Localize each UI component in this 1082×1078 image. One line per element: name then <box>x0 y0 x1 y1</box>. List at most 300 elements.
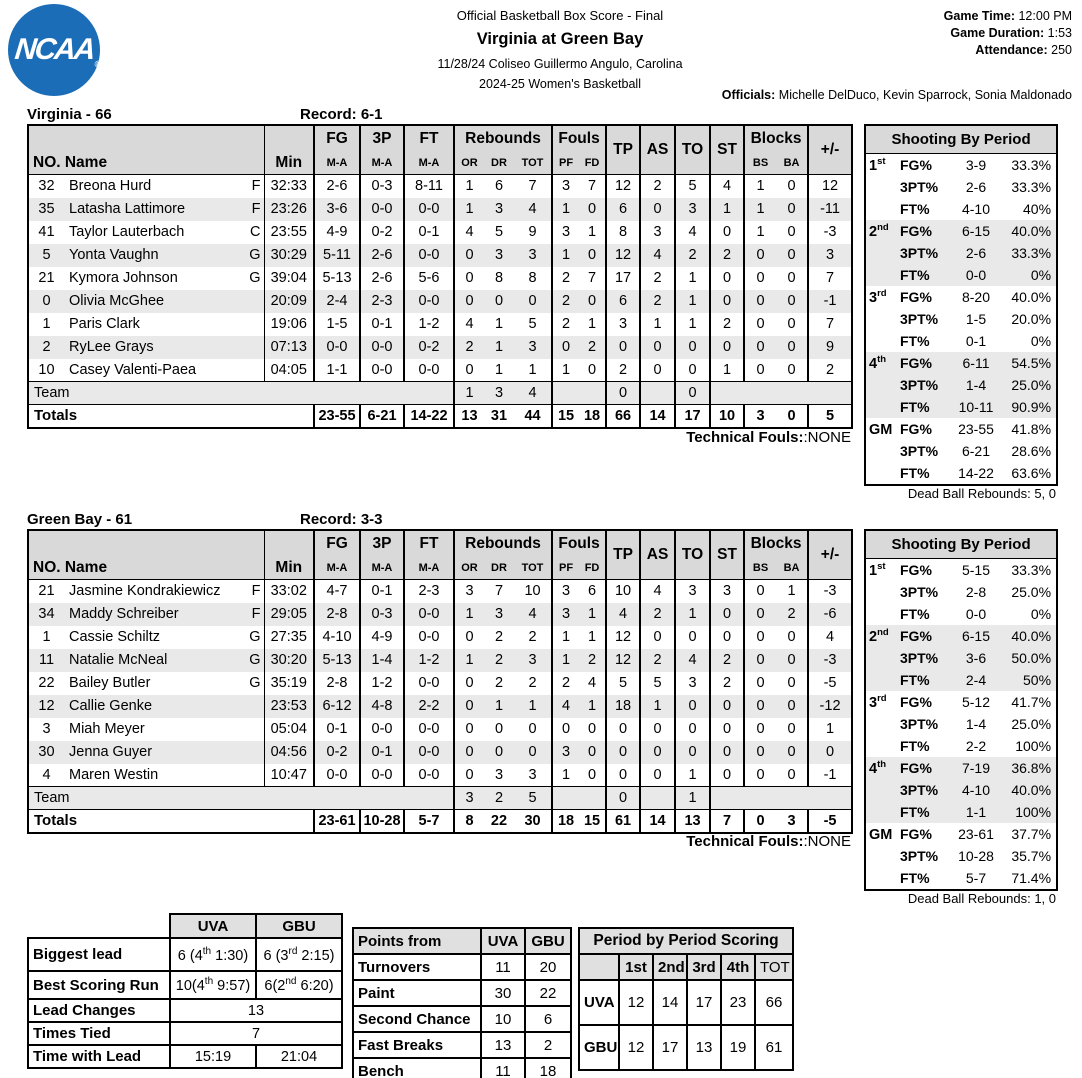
stat-bs: 1 <box>744 198 776 221</box>
shooting-row <box>865 757 1057 779</box>
player-name-cell <box>64 244 264 267</box>
shooting-period <box>865 669 897 691</box>
period-3-score: 13 <box>687 1025 721 1070</box>
stat-tp: 12 <box>606 626 640 649</box>
col-header-to: TO <box>675 530 710 580</box>
shooting-row <box>865 867 1057 890</box>
shooting-period <box>865 603 897 625</box>
biggest-lead-label: Biggest lead <box>28 938 170 971</box>
team-right-blank <box>710 787 852 810</box>
stat-st: 0 <box>710 336 744 359</box>
stat-tot: 8 <box>528 270 537 286</box>
header-center <box>320 8 800 91</box>
player-name: Taylor Lauterbach <box>69 224 185 240</box>
stat-to: 2 <box>675 244 710 267</box>
player-number: 0 <box>42 293 51 309</box>
stat-fd: 2 <box>587 652 597 668</box>
stat-as: 0 <box>640 336 675 359</box>
points-from-uva-header: UVA <box>481 928 525 954</box>
player-name-cell <box>64 603 264 626</box>
period-scoring-title: Period by Period Scoring <box>579 928 793 954</box>
totals-tp: 66 <box>606 405 640 428</box>
totals-pf: 18 <box>552 810 579 833</box>
shooting-stat-name: FG% <box>900 562 932 578</box>
player-position: G <box>249 247 261 263</box>
totals-dr: 31 <box>484 405 514 428</box>
attendance-line: Attendance: 250 <box>975 43 1072 57</box>
col-header-fg: FG <box>314 530 360 557</box>
totals-plusminus: 5 <box>808 405 852 428</box>
times-tied-row <box>28 1022 342 1045</box>
shooting-period <box>865 440 897 462</box>
stat-ba: 0 <box>787 316 796 332</box>
points-from-table <box>352 927 572 1078</box>
shooting-pct: 0% <box>1030 267 1052 283</box>
stat-plusminus: -1 <box>808 764 852 787</box>
stat-3p: 2-6 <box>360 267 404 290</box>
player-position: F <box>251 606 261 622</box>
shooting-row <box>865 440 1057 462</box>
biggest-lead-uva: 6 (4th 1:30) <box>170 938 256 971</box>
stat-plusminus: -6 <box>808 603 852 626</box>
shooting-stat-name: 3PT% <box>900 377 939 393</box>
shooting-made-att: 10-11 <box>958 399 994 415</box>
stat-fd: 0 <box>587 293 597 309</box>
col-subheader-tot: TOT <box>514 557 552 580</box>
stat-as: 0 <box>640 741 675 764</box>
shooting-pct: 63.6% <box>1011 465 1052 481</box>
lead-changes-value: 13 <box>170 999 342 1022</box>
player-row <box>28 290 852 313</box>
stat-bs: 0 <box>744 336 776 359</box>
virginia-technical-fouls: Technical Fouls::NONE <box>686 429 851 446</box>
stat-ba: 0 <box>787 178 796 195</box>
shooting-made-att: 4-10 <box>961 201 991 217</box>
period-2-score: 14 <box>653 980 687 1025</box>
stat-dr: 3 <box>494 201 504 217</box>
player-row <box>28 626 852 649</box>
stat-dr: 6 <box>494 178 504 195</box>
stat-or: 0 <box>454 626 484 649</box>
col-subheader-or: OR <box>454 152 484 175</box>
col-header-ft: FT <box>404 125 454 152</box>
shooting-pct: 33.3% <box>1011 157 1052 173</box>
stat-to: 3 <box>675 580 710 603</box>
shooting-period: 1st <box>869 561 886 579</box>
player-name: RyLee Grays <box>69 339 154 355</box>
player-number: 21 <box>38 270 55 286</box>
team-row <box>28 382 852 405</box>
stat-dr: 3 <box>494 247 504 263</box>
shooting-stat-name: FT% <box>900 201 930 217</box>
best-scoring-run-label: Best Scoring Run <box>28 971 170 999</box>
stat-dr: 0 <box>494 744 504 760</box>
stat-as: 3 <box>640 221 675 244</box>
ncaa-logo <box>8 4 100 96</box>
stat-to: 5 <box>675 175 710 198</box>
stat-fd: 6 <box>587 583 597 600</box>
shooting-stat-name: FG% <box>900 421 932 437</box>
stat-to: 4 <box>675 649 710 672</box>
time-with-lead-row <box>28 1045 342 1068</box>
virginia-team-title: Virginia - 66 <box>27 106 112 123</box>
shooting-row <box>865 735 1057 757</box>
shooting-pct: 36.8% <box>1011 760 1052 776</box>
player-number: 21 <box>38 583 55 600</box>
totals-fg: 23-55 <box>314 405 360 428</box>
col-header-blocks: Blocks <box>744 125 808 152</box>
stat-fg: 2-8 <box>314 672 360 695</box>
greenbay-record: Record: 3-3 <box>300 511 383 528</box>
stat-or: 4 <box>454 221 484 244</box>
stat-fg: 1-1 <box>314 359 360 382</box>
stat-3p: 4-9 <box>360 626 404 649</box>
team-tp: 0 <box>606 787 640 810</box>
season-line: 2024-25 Women's Basketball <box>479 77 641 91</box>
col-subheader-or: OR <box>454 557 484 580</box>
team-tot: 4 <box>514 382 552 405</box>
stat-tot: 2 <box>528 675 537 691</box>
team-row <box>28 787 852 810</box>
stat-ba: 0 <box>787 247 796 263</box>
stat-tp: 6 <box>606 198 640 221</box>
stat-fd: 0 <box>587 201 597 217</box>
stat-or: 0 <box>454 672 484 695</box>
shooting-period <box>865 374 897 396</box>
col-header-tp: TP <box>606 530 640 580</box>
stat-3p: 0-1 <box>360 741 404 764</box>
virginia-record: Record: 6-1 <box>300 106 383 123</box>
shooting-made-att: 3-9 <box>965 157 987 173</box>
shooting-made-att: 2-4 <box>965 672 987 688</box>
col-header-plusminus: +/- <box>808 530 852 580</box>
shooting-period: 1st <box>869 156 886 174</box>
shooting-period <box>865 779 897 801</box>
shooting-row <box>865 352 1057 374</box>
shooting-made-att: 10-28 <box>958 848 994 864</box>
shooting-pct: 41.7% <box>1011 694 1052 710</box>
player-number: 12 <box>38 698 55 714</box>
stat-ba: 0 <box>787 339 796 355</box>
shooting-period <box>865 713 897 735</box>
shooting-row <box>865 198 1057 220</box>
greenbay-team-title: Green Bay - 61 <box>27 511 133 528</box>
stat-fd: 7 <box>587 178 597 195</box>
col-header-as: AS <box>640 530 675 580</box>
shooting-made-att: 1-4 <box>965 716 987 732</box>
stat-plusminus: 7 <box>808 267 852 290</box>
ncaa-logo-text: NCAA ® <box>12 33 102 69</box>
period-3-header: 3rd <box>687 954 721 980</box>
stat-as: 4 <box>640 580 675 603</box>
player-name-cell <box>64 175 264 198</box>
stat-to: 1 <box>675 603 710 626</box>
shooting-period <box>865 581 897 603</box>
stat-ft: 0-0 <box>404 626 454 649</box>
stat-tp: 0 <box>606 741 640 764</box>
points-from-title: Points from <box>353 928 481 954</box>
player-row <box>28 313 852 336</box>
player-position: F <box>251 178 261 195</box>
col-header-rebounds: Rebounds <box>454 530 552 557</box>
totals-as: 14 <box>640 405 675 428</box>
col-header-3p: 3P <box>360 530 404 557</box>
stat-dr: 1 <box>494 361 504 378</box>
player-name: Maddy Schreiber <box>69 606 179 622</box>
period-total-score: 66 <box>755 980 793 1025</box>
stat-fd: 1 <box>587 629 597 645</box>
stat-st: 2 <box>710 649 744 672</box>
stat-plusminus: 12 <box>808 175 852 198</box>
shooting-stat-name: 3PT% <box>900 716 939 732</box>
period-4-header: 4th <box>721 954 755 980</box>
stat-ft: 0-0 <box>404 672 454 695</box>
shooting-stat-name: FG% <box>900 223 932 239</box>
period-3-score: 17 <box>687 980 721 1025</box>
shooting-stat-name: FT% <box>900 465 930 481</box>
stat-ft: 1-2 <box>404 313 454 336</box>
shooting-stat-name: 3PT% <box>900 179 939 195</box>
stat-ft: 0-0 <box>404 290 454 313</box>
stat-ba: 0 <box>787 744 796 760</box>
shooting-stat-name: 3PT% <box>900 782 939 798</box>
stat-tp: 12 <box>606 244 640 267</box>
totals-tp: 61 <box>606 810 640 833</box>
shooting-panel-title: Shooting By Period <box>865 530 1057 559</box>
period-2-header: 2nd <box>653 954 687 980</box>
stat-3p: 4-8 <box>360 695 404 718</box>
player-number: 34 <box>38 606 55 622</box>
stat-fg: 3-6 <box>314 198 360 221</box>
stat-ba: 0 <box>787 224 796 240</box>
stat-tot: 3 <box>528 652 537 668</box>
stat-pf: 1 <box>552 764 579 787</box>
stat-plusminus: 7 <box>808 313 852 336</box>
biggest-lead-gbu: 6 (3rd 2:15) <box>256 938 342 971</box>
shooting-stat-name: FG% <box>900 157 932 173</box>
points-from-row <box>353 1032 571 1058</box>
totals-tot: 30 <box>514 810 552 833</box>
stat-dr: 5 <box>494 224 504 240</box>
stat-fg: 0-1 <box>314 718 360 741</box>
col-header-as: AS <box>640 125 675 175</box>
stat-st: 2 <box>710 313 744 336</box>
stat-or: 2 <box>454 336 484 359</box>
player-name: Cassie Schiltz <box>69 629 161 645</box>
totals-row <box>28 810 852 833</box>
stat-to: 1 <box>675 267 710 290</box>
team-fouls-blank <box>552 382 606 405</box>
shooting-period <box>865 308 897 330</box>
period-scoring-row <box>579 980 793 1025</box>
stat-bs: 0 <box>744 359 776 382</box>
stat-bs: 0 <box>744 313 776 336</box>
shooting-made-att: 23-55 <box>958 421 994 437</box>
period-scoring-table <box>578 927 794 1071</box>
stat-pf: 1 <box>552 359 579 382</box>
stat-st: 0 <box>710 267 744 290</box>
player-name-cell <box>64 695 264 718</box>
shooting-period: 2nd <box>869 627 889 645</box>
stat-ft: 1-2 <box>404 649 454 672</box>
player-row <box>28 672 852 695</box>
stat-ba: 0 <box>787 766 796 783</box>
stat-as: 5 <box>640 672 675 695</box>
stat-pf: 3 <box>552 175 579 198</box>
stat-min: 27:35 <box>264 626 314 649</box>
stat-st: 1 <box>710 359 744 382</box>
points-from-gbu-header: GBU <box>525 928 571 954</box>
greenbay-box-table <box>27 529 853 834</box>
shooting-row <box>865 374 1057 396</box>
stat-st: 0 <box>710 718 744 741</box>
stat-min: 23:26 <box>264 198 314 221</box>
stat-fd: 0 <box>587 744 597 760</box>
shooting-period: 4th <box>869 354 887 372</box>
greenbay-shooting-panel <box>864 529 1058 891</box>
stat-plusminus: -3 <box>808 221 852 244</box>
stat-3p: 0-0 <box>360 359 404 382</box>
team-right-blank <box>710 382 852 405</box>
shooting-row <box>865 779 1057 801</box>
player-name: Breona Hurd <box>69 178 152 195</box>
shooting-made-att: 8-20 <box>961 289 991 305</box>
shooting-made-att: 0-0 <box>965 606 987 622</box>
col-subheader-ft-ma: M-A <box>404 557 454 580</box>
totals-plusminus: -5 <box>808 810 852 833</box>
player-row <box>28 649 852 672</box>
col-subheader-fd: FD <box>579 557 606 580</box>
points-from-gbu: 18 <box>525 1058 571 1078</box>
points-from-row <box>353 954 571 980</box>
stat-dr: 2 <box>494 675 504 691</box>
player-position: G <box>249 652 261 668</box>
stat-or: 0 <box>454 290 484 313</box>
stat-tp: 0 <box>606 336 640 359</box>
stat-pf: 0 <box>552 718 579 741</box>
points-from-label: Fast Breaks <box>353 1032 481 1058</box>
best-scoring-run-uva: 10(4th 9:57) <box>170 971 256 999</box>
period-1-score: 12 <box>619 1025 653 1070</box>
stat-ft: 2-3 <box>404 580 454 603</box>
stat-as: 2 <box>640 175 675 198</box>
player-number: 41 <box>38 224 55 240</box>
stat-st: 0 <box>710 695 744 718</box>
shooting-pct: 40.0% <box>1011 782 1052 798</box>
stat-or: 1 <box>454 603 484 626</box>
stat-tp: 10 <box>606 580 640 603</box>
stat-bs: 0 <box>744 718 776 741</box>
player-name-cell <box>64 221 264 244</box>
stat-tp: 0 <box>606 718 640 741</box>
shooting-stat-name: FT% <box>900 804 930 820</box>
stat-bs: 0 <box>744 626 776 649</box>
shooting-pct: 50.0% <box>1011 650 1052 666</box>
shooting-row <box>865 559 1057 582</box>
game-flow-table <box>27 913 343 1069</box>
shooting-stat-name: FT% <box>900 399 930 415</box>
col-subheader-pf: PF <box>552 557 579 580</box>
player-name: Callie Genke <box>69 698 153 714</box>
stat-plusminus: -12 <box>808 695 852 718</box>
player-number: 35 <box>38 201 55 217</box>
stat-bs: 1 <box>744 221 776 244</box>
player-name: Yonta Vaughn <box>69 247 159 263</box>
player-row <box>28 175 852 198</box>
player-name-cell <box>64 313 264 336</box>
shooting-pct: 41.8% <box>1011 421 1052 437</box>
stat-fd: 0 <box>587 721 597 737</box>
shooting-period: 4th <box>869 759 887 777</box>
stat-fg: 2-8 <box>314 603 360 626</box>
stat-fg: 5-13 <box>314 267 360 290</box>
stat-fg: 0-0 <box>314 764 360 787</box>
shooting-made-att: 14-22 <box>958 465 994 481</box>
shooting-made-att: 2-6 <box>965 179 987 195</box>
stat-min: 19:06 <box>264 313 314 336</box>
totals-3p: 10-28 <box>360 810 404 833</box>
stat-3p: 0-0 <box>360 336 404 359</box>
shooting-period <box>865 735 897 757</box>
shooting-stat-name: FG% <box>900 355 932 371</box>
shooting-row <box>865 669 1057 691</box>
stat-tp: 5 <box>606 672 640 695</box>
period-2-score: 17 <box>653 1025 687 1070</box>
stat-fd: 1 <box>587 224 597 240</box>
stat-to: 1 <box>675 313 710 336</box>
stat-bs: 0 <box>744 244 776 267</box>
stat-tot: 0 <box>528 293 537 309</box>
shooting-pct: 33.3% <box>1011 562 1052 578</box>
col-subheader-fg-ma: M-A <box>314 557 360 580</box>
shooting-stat-name: FT% <box>900 738 930 754</box>
shooting-stat-name: 3PT% <box>900 311 939 327</box>
shooting-made-att: 6-15 <box>961 628 991 644</box>
stat-or: 0 <box>454 267 484 290</box>
col-subheader-fg-ma: M-A <box>314 152 360 175</box>
shooting-made-att: 1-1 <box>965 804 987 820</box>
period-scoring-blank-header <box>579 954 619 980</box>
period-4-score: 19 <box>721 1025 755 1070</box>
stat-to: 0 <box>675 695 710 718</box>
totals-st: 10 <box>710 405 744 428</box>
player-position: F <box>251 201 261 217</box>
stat-pf: 1 <box>552 198 579 221</box>
stat-fg: 6-12 <box>314 695 360 718</box>
shooting-pct: 25.0% <box>1011 584 1052 600</box>
player-number: 1 <box>42 316 51 332</box>
shooting-pct: 100% <box>1015 804 1052 820</box>
stat-ft: 0-1 <box>404 221 454 244</box>
stat-dr: 8 <box>494 270 504 286</box>
stat-as: 0 <box>640 718 675 741</box>
shooting-stat-name: FG% <box>900 826 932 842</box>
stat-plusminus: -11 <box>808 198 852 221</box>
stat-fd: 4 <box>587 675 597 691</box>
player-name-cell <box>64 267 264 290</box>
shooting-made-att: 6-15 <box>961 223 991 239</box>
time-with-lead-label: Time with Lead <box>28 1045 170 1068</box>
totals-bs: 0 <box>744 810 776 833</box>
col-subheader-3p-ma: M-A <box>360 152 404 175</box>
points-from-gbu: 2 <box>525 1032 571 1058</box>
stat-or: 3 <box>454 580 484 603</box>
col-subheader-bs: BS <box>744 557 776 580</box>
stat-tp: 2 <box>606 359 640 382</box>
player-name-cell <box>64 198 264 221</box>
shooting-pct: 0% <box>1030 333 1052 349</box>
stat-ba: 0 <box>787 675 796 691</box>
